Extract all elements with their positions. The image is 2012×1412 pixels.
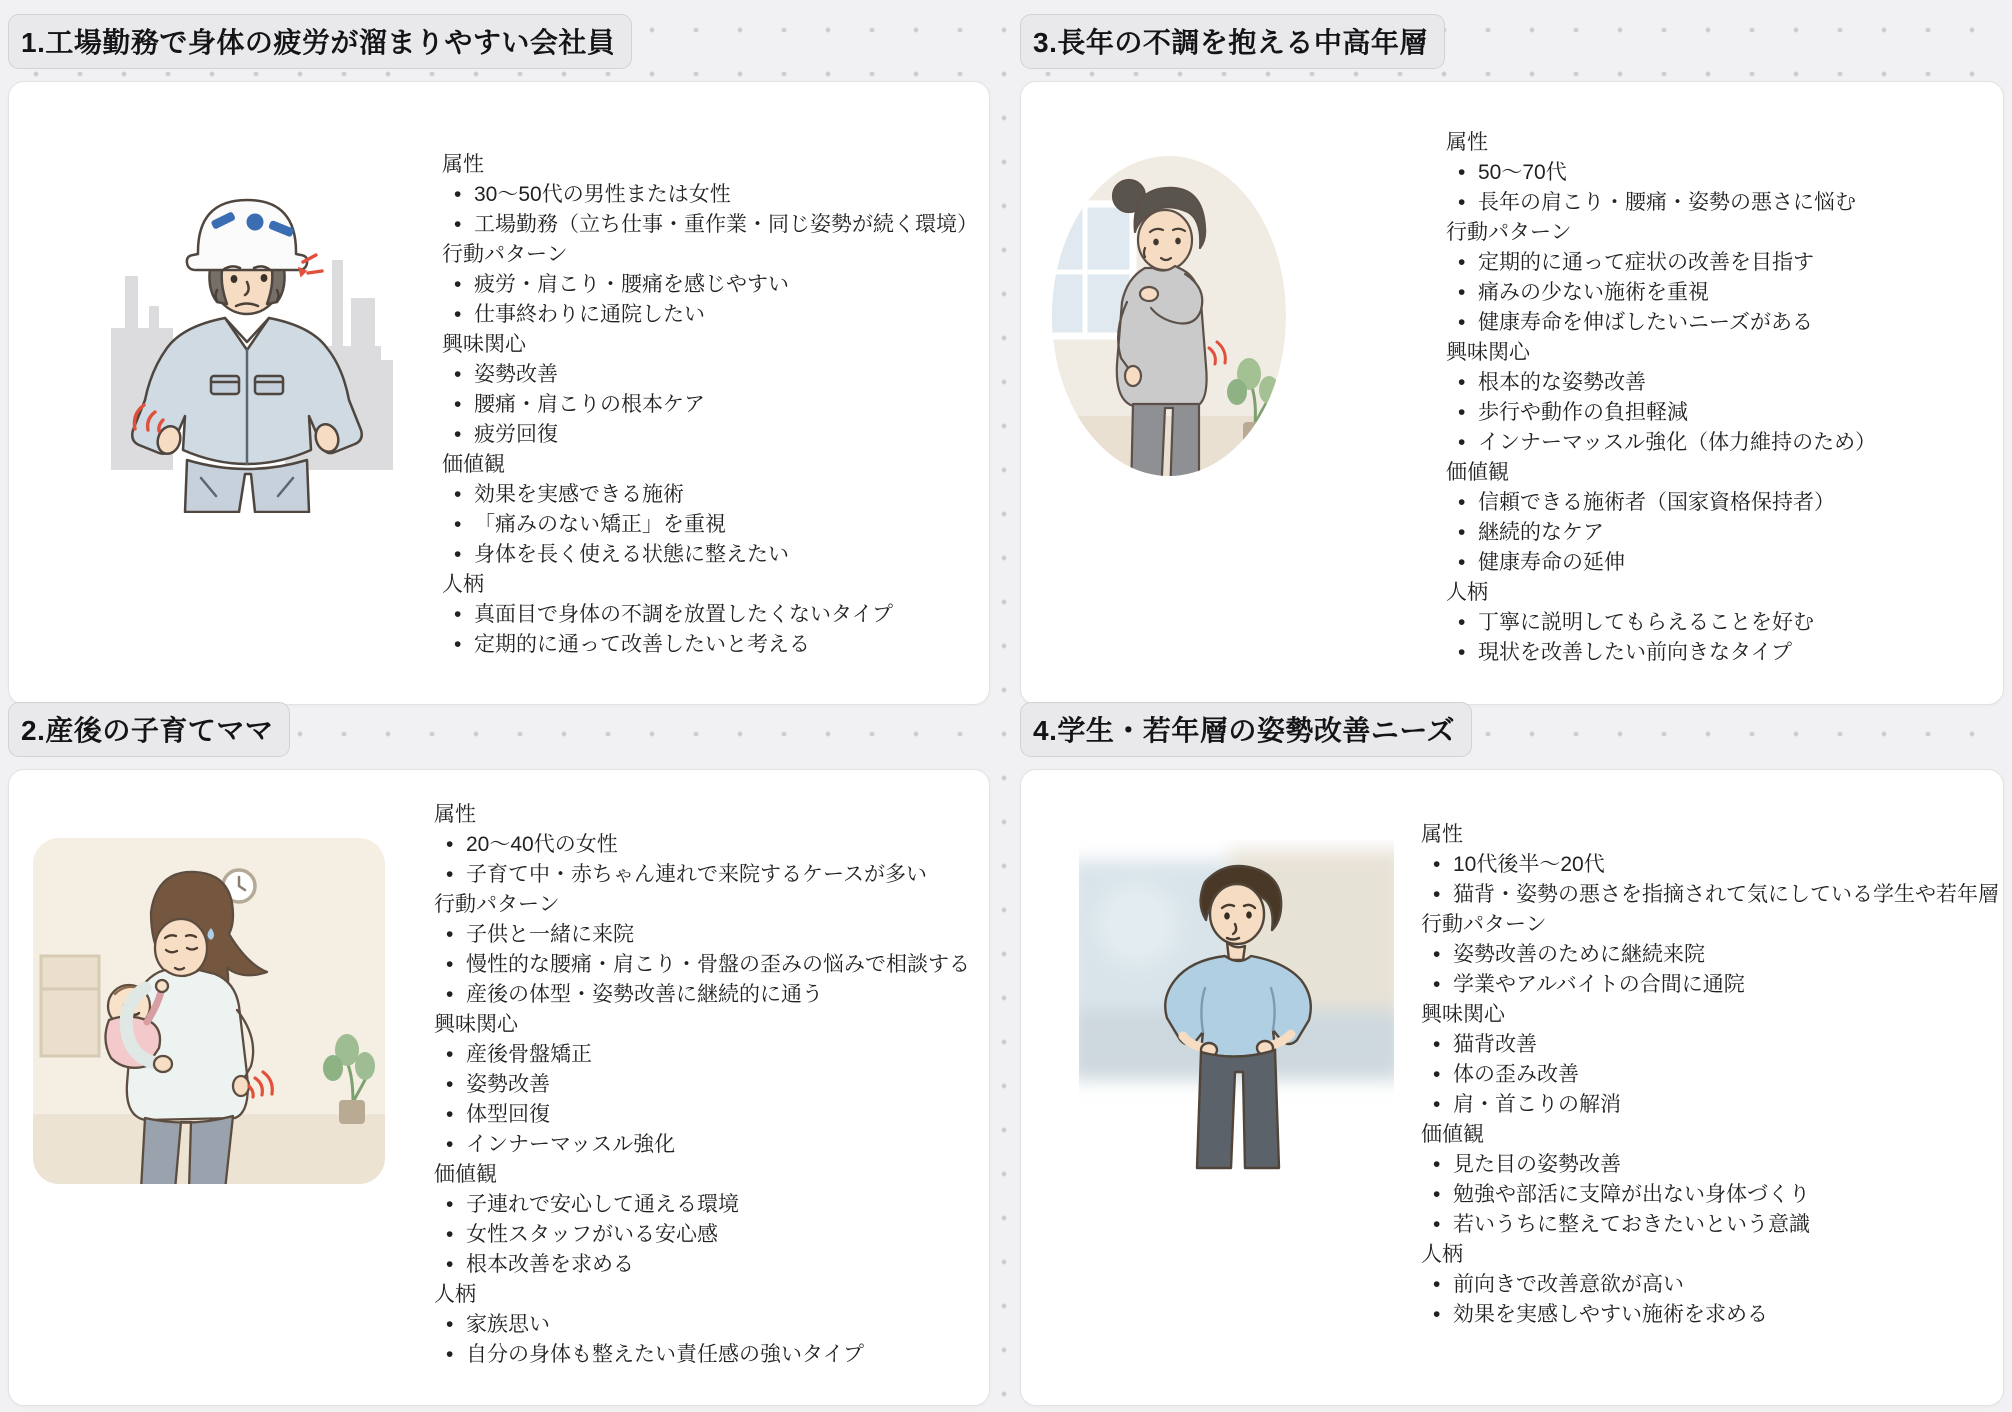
section-bullet-item [442,390,978,420]
bullet-dot-icon: • [454,633,462,656]
persona-title: 3.長年の不調を抱える中高年層 [1033,27,1428,58]
bullet-text: 定期的に通って改善したいと考える [474,633,810,656]
bullet-text: 効果を実感できる施術 [474,483,684,506]
section-bullet-item [442,360,978,390]
section-bullet-item [1421,970,1999,1000]
bullet-text: 疲労・肩こり・腰痛を感じやすい [474,273,789,296]
section-bullet-item [434,950,970,980]
section-bullet-item [1421,850,1999,880]
bullet-text: 真面目で身体の不調を放置したくないタイプ [474,603,893,626]
bullet-dot-icon: • [1458,431,1466,454]
persona-badge[interactable] [1020,14,1445,69]
bullet-dot-icon: • [446,983,454,1006]
section-bullet-item [434,1340,970,1370]
section-heading: 興味関心 [1446,341,1530,364]
bullet-text: 産後の体型・姿勢改善に継続的に通う [466,983,823,1006]
section-bullet-item [1421,1210,1999,1240]
bullet-dot-icon: • [446,1103,454,1126]
bullet-dot-icon: • [1433,1093,1441,1116]
persona-card-group-2 [8,702,990,1406]
baby-hand [156,980,168,992]
section-bullet-item [1446,638,1876,668]
section-bullet-item [434,980,970,1010]
bullet-text: 慢性的な腰痛・肩こり・骨盤の歪みの悩みで相談する [466,953,970,976]
section-heading: 人柄 [434,1283,476,1306]
section-bullet-item [434,1220,970,1250]
section-bullet-item [434,1130,970,1160]
section-heading: 人柄 [442,573,484,596]
bullet-dot-icon: • [446,1313,454,1336]
section-heading: 価値観 [1446,461,1509,484]
section-bullet-item [442,180,978,210]
bullet-text: 肩・首こりの解消 [1453,1093,1621,1116]
section-bullet-item [1446,428,1876,458]
section-bullet-item [1446,158,1876,188]
bullet-dot-icon: • [446,923,454,946]
section-bullet-item [434,1100,970,1130]
persona-sections [1421,820,1999,1330]
bullet-text: 継続的なケア [1478,521,1604,544]
section-heading: 属性 [1446,131,1488,154]
section-bullet-item [442,600,978,630]
section-bullet-item [434,830,970,860]
bullet-text: 仕事終わりに通院したい [474,303,705,326]
persona-card[interactable] [8,769,990,1406]
bullet-text: 姿勢改善 [474,363,558,386]
bullet-dot-icon: • [1433,1183,1441,1206]
section-heading: 属性 [442,153,484,176]
bullet-text: 見た目の姿勢改善 [1453,1153,1621,1176]
bullet-text: 猫背改善 [1453,1033,1537,1056]
bullet-dot-icon: • [1458,551,1466,574]
section-bullet-item [1446,548,1876,578]
bullet-dot-icon: • [1433,1153,1441,1176]
section-bullet-item [442,510,978,540]
bullet-text: 子供と一緒に来院 [466,923,634,946]
bullet-dot-icon: • [446,1223,454,1246]
bullet-dot-icon: • [454,423,462,446]
bullet-text: 歩行や動作の負担軽減 [1478,401,1688,424]
persona-card[interactable] [1020,769,2004,1406]
worker-pants [185,460,309,512]
section-heading: 価値観 [442,453,505,476]
hand-on-back [1125,366,1141,386]
bullet-dot-icon: • [1458,521,1466,544]
section-bullet-item [1421,1090,1999,1120]
bullet-text: 長年の肩こり・腰痛・姿勢の悪さに悩む [1478,191,1856,214]
section-heading: 属性 [1421,823,1463,846]
bullet-dot-icon: • [1458,251,1466,274]
section-bullet-item [1421,1030,1999,1060]
hand-on-shoulder [1140,287,1158,301]
bullet-dot-icon: • [1458,641,1466,664]
section-bullet-item [442,300,978,330]
bullet-dot-icon: • [446,1133,454,1156]
bullet-text: 定期的に通って症状の改善を目指す [1478,251,1814,274]
bullet-text: 信頼できる施術者（国家資格保持者） [1478,491,1835,514]
section-bullet-item [442,630,978,660]
bullet-text: 女性スタッフがいる安心感 [466,1223,718,1246]
section-heading: 行動パターン [1446,221,1572,244]
section-bullet-item [434,1310,970,1340]
bullet-dot-icon: • [446,1073,454,1096]
bullet-text: 痛みの少ない施術を重視 [1478,281,1709,304]
bullet-text: 体型回復 [466,1103,550,1126]
bullet-dot-icon: • [454,603,462,626]
section-bullet-item [434,1040,970,1070]
bullet-text: 前向きで改善意欲が高い [1453,1273,1684,1296]
bullet-text: 腰痛・肩こりの根本ケア [474,393,705,416]
bullet-text: 根本改善を求める [466,1253,634,1276]
bullet-text: 若いうちに整えておきたいという意識 [1453,1213,1810,1236]
section-bullet-item [1421,1060,1999,1090]
bullet-text: 20〜40代の女性 [466,833,618,856]
bullet-text: 現状を改善したい前向きなタイプ [1478,641,1792,664]
section-bullet-item [1446,368,1876,398]
bullet-text: 工場勤務（立ち仕事・重作業・同じ姿勢が続く環境） [474,213,978,236]
section-bullet-item [1446,518,1876,548]
bullet-dot-icon: • [446,833,454,856]
persona-title: 2.産後の子育てママ [21,715,274,746]
factory-worker-illustration [97,178,397,513]
bullet-dot-icon: • [446,863,454,886]
section-bullet-item [1446,608,1876,638]
bullet-dot-icon: • [1458,311,1466,334]
bullet-text: 子連れで安心して通える環境 [466,1193,739,1216]
persona-title: 4.学生・若年層の姿勢改善ニーズ [1033,715,1455,746]
bullet-text: 健康寿命を伸ばしたいニーズがある [1478,311,1813,334]
bullet-dot-icon: • [1433,1033,1441,1056]
persona-badge[interactable] [8,14,632,69]
bullet-dot-icon: • [1433,883,1441,906]
bullet-text: 効果を実感しやすい施術を求める [1453,1303,1768,1326]
mother-hand-on-back [233,1076,249,1096]
bullet-dot-icon: • [1433,1063,1441,1086]
bullet-dot-icon: • [454,513,462,536]
floor [1049,416,1289,502]
section-heading: 興味関心 [434,1013,518,1036]
bullet-dot-icon: • [1458,491,1466,514]
section-bullet-item [442,540,978,570]
bullet-dot-icon: • [1458,611,1466,634]
bullet-text: 産後骨盤矯正 [466,1043,592,1066]
bullet-dot-icon: • [1458,161,1466,184]
bullet-dot-icon: • [1433,1213,1441,1236]
bullet-text: インナーマッスル強化 [466,1133,676,1156]
persona-sections [442,150,978,660]
section-heading: 人柄 [1421,1243,1463,1266]
section-bullet-item [1421,1180,1999,1210]
bullet-dot-icon: • [1433,853,1441,876]
bullet-text: 姿勢改善のために継続来院 [1453,943,1705,966]
section-bullet-item [434,1250,970,1280]
section-bullet-item [1446,308,1876,338]
bullet-dot-icon: • [1433,1273,1441,1296]
persona-badge[interactable] [1020,702,1472,757]
slouching-young-man-illustration [1079,840,1394,1170]
bullet-dot-icon: • [446,1043,454,1066]
bullet-text: 身体を長く使える状態に整えたい [474,543,789,566]
man-face [1210,884,1264,944]
persona-card[interactable] [8,81,990,705]
section-bullet-item [442,270,978,300]
bullet-text: 30〜50代の男性または女性 [474,183,731,206]
bullet-text: 子育て中・赤ちゃん連れで来院するケースが多い [466,863,927,886]
bullet-text: 勉強や部活に支障が出ない身体づくり [1453,1183,1810,1206]
section-bullet-item [1446,278,1876,308]
mother-hand-left [154,1056,172,1072]
bullet-text: 家族思い [466,1313,550,1336]
section-bullet-item [442,420,978,450]
bullet-text: 体の歪み改善 [1453,1063,1579,1086]
bullet-text: 自分の身体も整えたい責任感の強いタイプ [466,1343,864,1366]
section-heading: 属性 [434,803,476,826]
persona-badge[interactable] [8,702,290,757]
bullet-dot-icon: • [454,183,462,206]
section-heading: 行動パターン [442,243,568,266]
section-bullet-item [1421,1300,1999,1330]
bullet-dot-icon: • [454,393,462,416]
mother-and-baby-illustration [29,834,389,1199]
section-heading: 価値観 [1421,1123,1484,1146]
bullet-dot-icon: • [1458,401,1466,424]
cabinet [41,956,99,1056]
bullet-text: 学業やアルバイトの合間に通院 [1453,973,1745,996]
persona-title: 1.工場勤務で身体の疲労が溜まりやすい会社員 [21,27,616,58]
bullet-dot-icon: • [1458,191,1466,214]
persona-sections [434,800,970,1370]
section-bullet-item [434,860,970,890]
section-bullet-item [1421,940,1999,970]
persona-card-group-1 [8,14,990,705]
persona-card-group-4 [1020,702,2004,1406]
bullet-dot-icon: • [454,303,462,326]
bullet-dot-icon: • [1433,1303,1441,1326]
section-bullet-item [434,920,970,950]
section-heading: 興味関心 [442,333,526,356]
section-bullet-item [1446,248,1876,278]
bullet-dot-icon: • [446,1343,454,1366]
section-heading: 行動パターン [1421,913,1547,936]
bullet-text: 姿勢改善 [466,1073,550,1096]
section-bullet-item [442,480,978,510]
bullet-text: 根本的な姿勢改善 [1478,371,1646,394]
bullet-dot-icon: • [454,483,462,506]
bullet-dot-icon: • [454,273,462,296]
bullet-dot-icon: • [446,1253,454,1276]
bullet-dot-icon: • [446,1193,454,1216]
bullet-dot-icon: • [454,363,462,386]
section-heading: 行動パターン [434,893,560,916]
persona-card-group-3 [1020,14,2004,705]
persona-sections [1446,128,1876,668]
bullet-text: 健康寿命の延伸 [1478,551,1625,574]
persona-card[interactable] [1020,81,2004,705]
section-bullet-item [1421,880,1999,910]
bullet-text: 「痛みのない矯正」を重視 [474,513,726,536]
bullet-text: 50〜70代 [1478,161,1567,184]
section-bullet-item [1446,488,1876,518]
bullet-dot-icon: • [1458,281,1466,304]
section-bullet-item [442,210,978,240]
bullet-text: 丁寧に説明してもらえることを好む [1478,611,1814,634]
bullet-dot-icon: • [1433,973,1441,996]
section-bullet-item [434,1070,970,1100]
bullet-dot-icon: • [446,953,454,976]
bullet-text: インナーマッスル強化（体力維持のため） [1478,431,1877,454]
section-heading: 人柄 [1446,581,1488,604]
bullet-dot-icon: • [454,213,462,236]
section-bullet-item [1446,398,1876,428]
bullet-dot-icon: • [1433,943,1441,966]
section-heading: 興味関心 [1421,1003,1505,1026]
bullet-dot-icon: • [1458,371,1466,394]
section-bullet-item [1446,188,1876,218]
section-bullet-item [1421,1270,1999,1300]
bullet-text: 10代後半〜20代 [1453,853,1605,876]
man-pants [1197,1050,1279,1168]
bullet-dot-icon: • [454,543,462,566]
bullet-text: 猫背・姿勢の悪さを指摘されて気にしている学生や若年層 [1453,883,1999,906]
section-heading: 価値観 [434,1163,497,1186]
bullet-text: 疲労回復 [474,423,558,446]
section-bullet-item [434,1190,970,1220]
middle-aged-woman-illustration [1049,152,1289,502]
section-bullet-item [1421,1150,1999,1180]
